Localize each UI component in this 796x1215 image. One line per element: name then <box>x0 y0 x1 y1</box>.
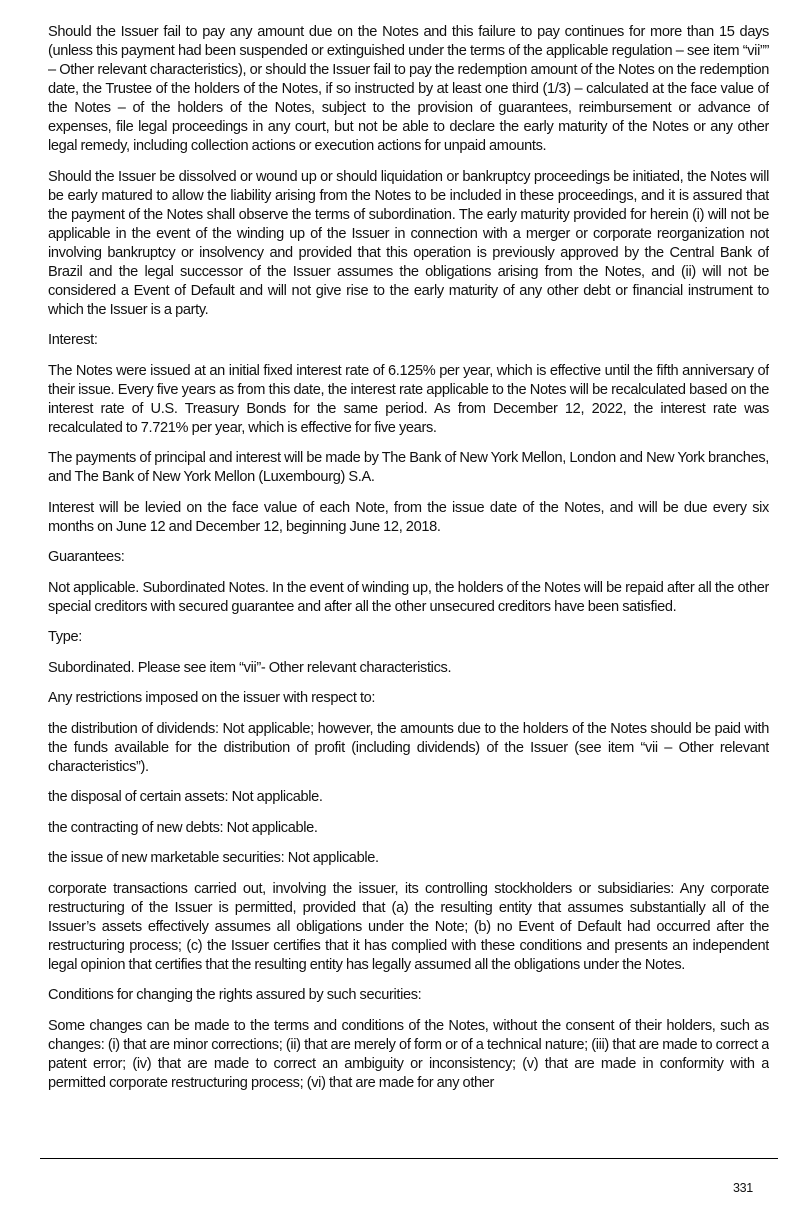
page-number: 331 <box>733 1181 753 1195</box>
paragraph-new-securities: the issue of new marketable securities: Not applicable. <box>48 850 379 866</box>
footer-rule <box>40 1158 778 1159</box>
paragraph-dividends: the distribution of dividends: Not applicable; however, the amounts due to the holders of the Notes should be paid with the funds available for the distribution of profit (including dividends) of the Issuer (see item “vii – Other relevant characteristics”). <box>48 720 769 775</box>
paragraph-disposal: the disposal of certain assets: Not applicable. <box>48 789 323 805</box>
paragraph-event-of-default: Should the Issuer fail to pay any amount due on the Notes and this failure to pay continues for more than 15 days (unless this payment had been suspended or extinguished under the terms of the applicable regulation – see item “vii”” – Other relevant characteristics), or should the Issuer fail to pay the redemption amount of the Notes on the redemption date, the Trustee of the holders of the Notes, if so instructed by at least one third (1/3) – calculated at the face value of the Notes – of the holders of the Notes, subject to the provision of guarantees, reimbursement or advance of expenses, file legal proceedings in any court, but not be able to declare the early maturity of the Notes or any other legal remedy, including collection actions or execution actions for unpaid amounts. <box>48 24 769 154</box>
paragraph-new-debts: the contracting of new debts: Not applicable. <box>48 819 318 836</box>
paragraph-payments: The payments of principal and interest will be made by The Bank of New York Mellon, London and New York branches, and The Bank of New York Mellon (Luxembourg) S.A. <box>48 450 769 485</box>
heading-conditions: Conditions for changing the rights assured by such securities: <box>48 987 422 1003</box>
paragraph-type: Subordinated. Please see item “vii”- Other relevant characteristics. <box>48 659 452 676</box>
heading-type: Type: <box>48 629 82 645</box>
paragraph-dissolution: Should the Issuer be dissolved or wound up or should liquidation or bankruptcy proceedings be initiated, the Notes will be early matured to allow the liability arising from the Notes to be included in these proceedings, and it is assured that the payment of the Notes shall observe the terms of subordination. The early maturity provided for herein (i) will not be applicable in the event of the winding up of the Issuer in connection with a merger or corporate reorganization not involving bankruptcy or insolvency and provided that this operation is previously approved by the Central Bank of Brazil and the legal successor of the Issuer assumes the obligations arising from the Notes, and (ii) will not be considered a Event of Default and will not give rise to the early maturity of any other debt or financial instrument to which the Issuer is a party. <box>48 168 769 318</box>
paragraph-interest-rate: The Notes were issued at an initial fixed interest rate of 6.125% per year, which is effective until the fifth anniversary of their issue. Every five years as from this date, the interest rate applicable to the Notes will be recalculated based on the interest rate of U.S. Treasury Bonds for the same period. As from December 12, 2022, the interest rate was recalculated to 7.721% per year, which is effective for five years. <box>48 362 769 436</box>
paragraph-changes: Some changes can be made to the terms and conditions of the Notes, without the consent of their holders, such as changes: (i) that are minor corrections; (ii) that are merely of form or of a technical nature; (iii) that are made to correct a patent error; (iv) that are made to correct an ambiguity or inconsistency; (v) that are made in conformity with a permitted corporate restructuring process; (vi) that are made for any other <box>48 1017 769 1091</box>
paragraph-corporate-transactions: corporate transactions carried out, involving the issuer, its controlling stockholders or subsidiaries: Any corporate restructuring of the Issuer is permitted, provided that (a) the resulting entity that assumes substantially all of the Issuer’s assets effectively assumes all obligations under the Note; (b) no Event of Default had occurred after the restructuring process; (c) the Issuer certifies that it has complied with these conditions and presents an independent legal opinion that certifies that the resulting entity has legally assumed all the obligations under the Notes. <box>48 880 769 973</box>
heading-guarantees: Guarantees: <box>48 549 125 565</box>
heading-interest: Interest: <box>48 332 98 348</box>
paragraph-interest-levied: Interest will be levied on the face value of each Note, from the issue date of the Notes, and will be due every six months on June 12 and December 12, beginning June 12, 2018. <box>48 499 769 535</box>
document-body <box>48 23 769 1159</box>
heading-restrictions: Any restrictions imposed on the issuer with respect to: <box>48 690 376 706</box>
paragraph-guarantees: Not applicable. Subordinated Notes. In the event of winding up, the holders of the Notes will be repaid after all the other special creditors with secured guarantee and after all the other unsecured creditors have been satisfied. <box>48 579 769 615</box>
